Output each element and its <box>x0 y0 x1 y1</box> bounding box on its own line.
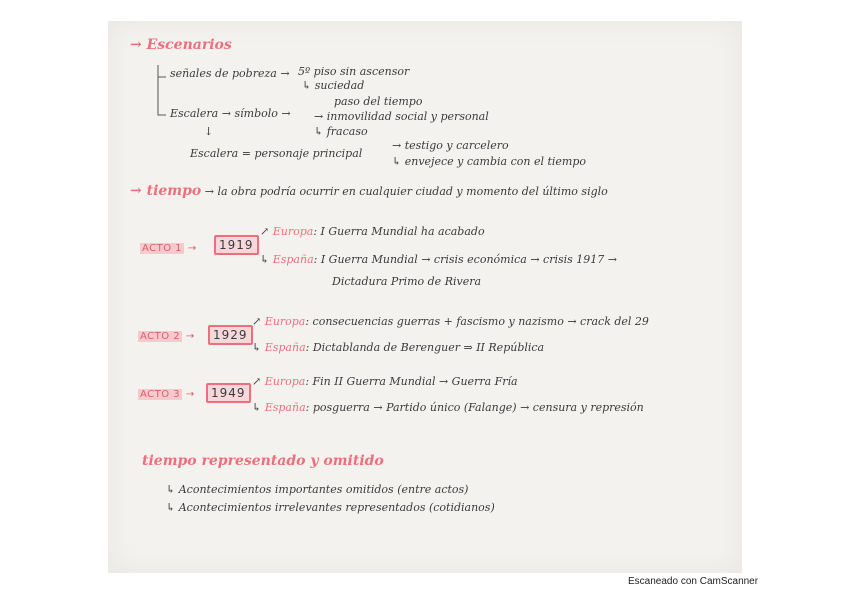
acto-2-label: ACTO 2 → <box>140 331 195 342</box>
escenarios-line1-b: ↳ suciedad <box>302 79 365 92</box>
escenarios-line2: Escalera → símbolo → <box>170 107 291 120</box>
tiempo-line: → tiempo → la obra podría ocurrir en cualquier ciudad y momento del último siglo <box>130 183 608 199</box>
representado-item2: ↳ Acontecimientos irrelevantes representados (cotidianos) <box>166 501 495 514</box>
acto-3-espana: ↳ España: posguerra → Partido único (Falange) → censura y represión <box>252 401 644 414</box>
acto-3-year: 1949 <box>206 383 251 403</box>
acto-1-year: 1919 <box>214 235 259 255</box>
escenarios-line3: Escalera = personaje principal <box>190 147 363 160</box>
acto-1-espana: ↳ España: I Guerra Mundial → crisis económica → crisis 1917 → <box>260 253 617 266</box>
scanned-page <box>108 21 742 573</box>
acto-2-europa: ↗ Europa: consecuencias guerras + fascismo y nazismo → crack del 29 <box>252 315 649 328</box>
acto-2-year: 1929 <box>208 325 253 345</box>
acto-3-label: ACTO 3 → <box>140 389 195 400</box>
escenarios-line1-a: 5º piso sin ascensor <box>298 65 410 78</box>
acto-2-espana: ↳ España: Dictablanda de Berenguer ⇒ II República <box>252 341 545 354</box>
representado-heading: tiempo representado y omitido <box>142 453 384 469</box>
acto-1-label: ACTO 1 → <box>142 243 197 254</box>
escenarios-line1: señales de pobreza → <box>170 67 290 80</box>
acto-3-europa: ↗ Europa: Fin II Guerra Mundial → Guerra Fría <box>252 375 518 388</box>
scanner-watermark: Escaneado con CamScanner <box>628 576 759 587</box>
personaje-a: → testigo y carcelero <box>392 139 509 152</box>
acto-1-europa: ↗ Europa: I Guerra Mundial ha acabado <box>260 225 485 238</box>
simbolo-a: paso del tiempo <box>334 95 423 108</box>
simbolo-b: → inmovilidad social y personal <box>314 110 489 123</box>
simbolo-c: ↳ fracaso <box>314 125 368 138</box>
acto-1-espana-2: Dictadura Primo de Rivera <box>332 275 482 288</box>
representado-item1: ↳ Acontecimientos importantes omitidos (entre actos) <box>166 483 469 496</box>
personaje-b: ↳ envejece y cambia con el tiempo <box>392 155 587 168</box>
down-arrow: ↓ <box>204 125 214 138</box>
escenarios-heading: → Escenarios <box>130 37 232 53</box>
